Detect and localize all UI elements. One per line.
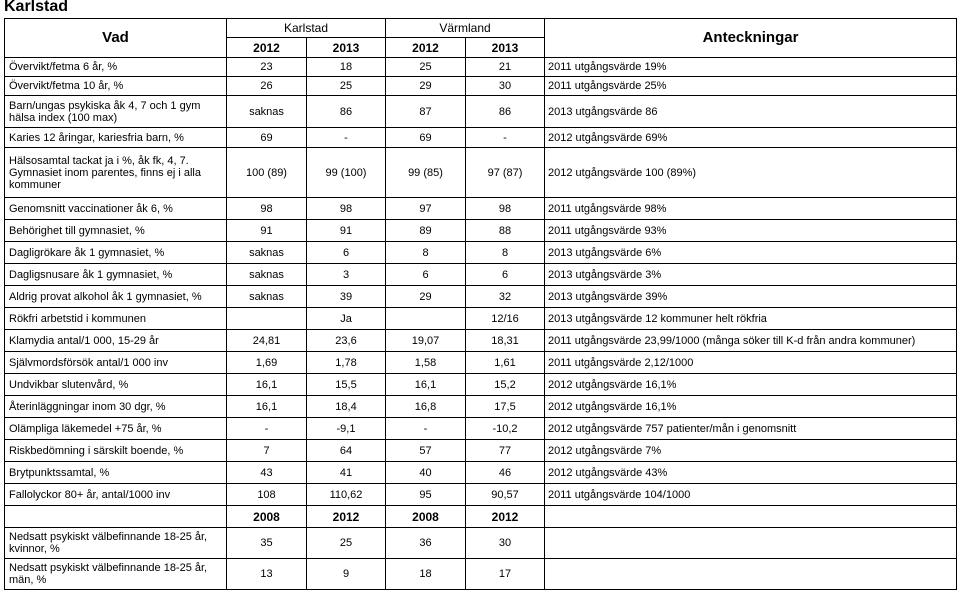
note-cell: 2011 utgångsvärde 19% — [545, 58, 957, 77]
value-cell: 1,61 — [466, 352, 545, 374]
note-cell — [545, 559, 957, 590]
row-label: Undvikbar slutenvård, % — [5, 374, 227, 396]
column-header-vad: Vad — [5, 19, 227, 58]
sub-year-header-row — [5, 506, 957, 528]
value-cell: saknas — [227, 264, 307, 286]
table-row — [5, 148, 957, 198]
value-cell: 6 — [307, 242, 386, 264]
value-cell: 25 — [386, 58, 466, 77]
header-row — [5, 19, 957, 38]
note-cell: 2013 utgångsvärde 39% — [545, 286, 957, 308]
table-row — [5, 264, 957, 286]
row-label: Olämpliga läkemedel +75 år, % — [5, 418, 227, 440]
row-label: Dagligrökare åk 1 gymnasiet, % — [5, 242, 227, 264]
value-cell: 95 — [386, 484, 466, 506]
value-cell: 17 — [466, 559, 545, 590]
table-row — [5, 198, 957, 220]
note-cell: 2012 utgångsvärde 16,1% — [545, 396, 957, 418]
table-row — [5, 396, 957, 418]
table-row — [5, 462, 957, 484]
row-label: Nedsatt psykiskt välbefinnande 18-25 år, män, % — [5, 559, 227, 590]
value-cell: 98 — [466, 198, 545, 220]
row-label: Karies 12 åringar, kariesfria barn, % — [5, 128, 227, 148]
note-cell: 2011 utgångsvärde 98% — [545, 198, 957, 220]
value-cell: 19,07 — [386, 330, 466, 352]
row-label: Övervikt/fetma 10 år, % — [5, 77, 227, 96]
value-cell: 1,78 — [307, 352, 386, 374]
table-row — [5, 330, 957, 352]
year-header: 2008 — [386, 506, 466, 528]
value-cell — [386, 308, 466, 330]
row-label: Fallolyckor 80+ år, antal/1000 inv — [5, 484, 227, 506]
value-cell: 69 — [386, 128, 466, 148]
value-cell: 16,8 — [386, 396, 466, 418]
table-row — [5, 484, 957, 506]
column-header-anteckningar: Anteckningar — [545, 19, 957, 58]
value-cell: 30 — [466, 528, 545, 559]
table-row — [5, 96, 957, 128]
value-cell: - — [307, 128, 386, 148]
empty-cell — [545, 506, 957, 528]
value-cell: 97 (87) — [466, 148, 545, 198]
value-cell: 21 — [466, 58, 545, 77]
table-row — [5, 128, 957, 148]
table-row — [5, 286, 957, 308]
table-row — [5, 220, 957, 242]
year-header: 2012 — [386, 38, 466, 58]
value-cell: 6 — [466, 264, 545, 286]
value-cell: 99 (100) — [307, 148, 386, 198]
note-cell: 2011 utgångsvärde 2,12/1000 — [545, 352, 957, 374]
row-label: Riskbedömning i särskilt boende, % — [5, 440, 227, 462]
value-cell: 8 — [466, 242, 545, 264]
year-header: 2012 — [227, 38, 307, 58]
note-cell: 2011 utgångsvärde 25% — [545, 77, 957, 96]
column-header-karlstad: Karlstad — [227, 19, 386, 38]
table-row — [5, 58, 957, 77]
year-header: 2013 — [466, 38, 545, 58]
row-label: Brytpunktssamtal, % — [5, 462, 227, 484]
value-cell: 15,2 — [466, 374, 545, 396]
value-cell: 29 — [386, 77, 466, 96]
value-cell: 24,81 — [227, 330, 307, 352]
row-label: Nedsatt psykiskt välbefinnande 18-25 år, kvinnor, % — [5, 528, 227, 559]
note-cell: 2011 utgångsvärde 23,99/1000 (många söker till K-d från andra kommuner) — [545, 330, 957, 352]
row-label: Övervikt/fetma 6 år, % — [5, 58, 227, 77]
row-label: Dagligsnusare åk 1 gymnasiet, % — [5, 264, 227, 286]
value-cell: 77 — [466, 440, 545, 462]
value-cell: 98 — [227, 198, 307, 220]
value-cell: 46 — [466, 462, 545, 484]
value-cell: 40 — [386, 462, 466, 484]
value-cell: 25 — [307, 528, 386, 559]
note-cell — [545, 528, 957, 559]
value-cell: 36 — [386, 528, 466, 559]
value-cell: 100 (89) — [227, 148, 307, 198]
note-cell: 2012 utgångsvärde 43% — [545, 462, 957, 484]
value-cell: - — [227, 418, 307, 440]
value-cell: 15,5 — [307, 374, 386, 396]
value-cell: 57 — [386, 440, 466, 462]
value-cell: 18 — [386, 559, 466, 590]
table-row — [5, 352, 957, 374]
note-cell: 2012 utgångsvärde 69% — [545, 128, 957, 148]
value-cell: -10,2 — [466, 418, 545, 440]
value-cell: saknas — [227, 286, 307, 308]
note-cell: 2013 utgångsvärde 86 — [545, 96, 957, 128]
value-cell: 16,1 — [386, 374, 466, 396]
value-cell: 8 — [386, 242, 466, 264]
value-cell: 7 — [227, 440, 307, 462]
note-cell: 2013 utgångsvärde 3% — [545, 264, 957, 286]
value-cell: 98 — [307, 198, 386, 220]
value-cell: 87 — [386, 96, 466, 128]
value-cell: 91 — [227, 220, 307, 242]
value-cell: 86 — [466, 96, 545, 128]
row-label: Barn/ungas psykiska åk 4, 7 och 1 gym hälsa index (100 max) — [5, 96, 227, 128]
table-row — [5, 77, 957, 96]
row-label: Rökfri arbetstid i kommunen — [5, 308, 227, 330]
table-row — [5, 242, 957, 264]
value-cell: 86 — [307, 96, 386, 128]
value-cell: 32 — [466, 286, 545, 308]
value-cell: saknas — [227, 242, 307, 264]
indicator-table — [4, 18, 957, 590]
value-cell: 99 (85) — [386, 148, 466, 198]
value-cell: 64 — [307, 440, 386, 462]
value-cell: 16,1 — [227, 396, 307, 418]
value-cell: - — [386, 418, 466, 440]
value-cell: 35 — [227, 528, 307, 559]
note-cell: 2012 utgångsvärde 100 (89%) — [545, 148, 957, 198]
row-label: Självmordsförsök antal/1 000 inv — [5, 352, 227, 374]
value-cell: 12/16 — [466, 308, 545, 330]
note-cell: 2011 utgångsvärde 93% — [545, 220, 957, 242]
value-cell: 18,31 — [466, 330, 545, 352]
value-cell: 43 — [227, 462, 307, 484]
value-cell: 91 — [307, 220, 386, 242]
value-cell: 29 — [386, 286, 466, 308]
value-cell: 97 — [386, 198, 466, 220]
value-cell: 1,58 — [386, 352, 466, 374]
note-cell: 2012 utgångsvärde 757 patienter/mån i genomsnitt — [545, 418, 957, 440]
value-cell: 25 — [307, 77, 386, 96]
value-cell: 89 — [386, 220, 466, 242]
row-label: Genomsnitt vaccinationer åk 6, % — [5, 198, 227, 220]
value-cell: 9 — [307, 559, 386, 590]
value-cell: 41 — [307, 462, 386, 484]
value-cell: Ja — [307, 308, 386, 330]
value-cell: 3 — [307, 264, 386, 286]
value-cell: 13 — [227, 559, 307, 590]
value-cell: 6 — [386, 264, 466, 286]
row-label: Klamydia antal/1 000, 15-29 år — [5, 330, 227, 352]
note-cell: 2012 utgångsvärde 16,1% — [545, 374, 957, 396]
note-cell: 2012 utgångsvärde 7% — [545, 440, 957, 462]
table-row — [5, 308, 957, 330]
value-cell: 16,1 — [227, 374, 307, 396]
note-cell: 2013 utgångsvärde 12 kommuner helt rökfria — [545, 308, 957, 330]
value-cell: - — [466, 128, 545, 148]
value-cell: 18,4 — [307, 396, 386, 418]
row-label: Behörighet till gymnasiet, % — [5, 220, 227, 242]
value-cell: 30 — [466, 77, 545, 96]
value-cell: 23 — [227, 58, 307, 77]
empty-cell — [5, 506, 227, 528]
row-label: Aldrig provat alkohol åk 1 gymnasiet, % — [5, 286, 227, 308]
table-row — [5, 440, 957, 462]
value-cell: 90,57 — [466, 484, 545, 506]
value-cell — [227, 308, 307, 330]
column-header-varmland: Värmland — [386, 19, 545, 38]
page-title: Karlstad — [4, 0, 69, 15]
note-cell: 2013 utgångsvärde 6% — [545, 242, 957, 264]
value-cell: 110,62 — [307, 484, 386, 506]
value-cell: 69 — [227, 128, 307, 148]
table-row — [5, 374, 957, 396]
value-cell: 18 — [307, 58, 386, 77]
value-cell: 39 — [307, 286, 386, 308]
year-header: 2012 — [307, 506, 386, 528]
table-row — [5, 528, 957, 559]
table-row — [5, 559, 957, 590]
year-header: 2012 — [466, 506, 545, 528]
value-cell: -9,1 — [307, 418, 386, 440]
value-cell: 17,5 — [466, 396, 545, 418]
value-cell: 88 — [466, 220, 545, 242]
year-header: 2008 — [227, 506, 307, 528]
value-cell: 1,69 — [227, 352, 307, 374]
row-label: Hälsosamtal tackat ja i %, åk fk, 4, 7. Gymnasiet inom parentes, finns ej i alla kommuner — [5, 148, 227, 198]
year-header: 2013 — [307, 38, 386, 58]
value-cell: saknas — [227, 96, 307, 128]
value-cell: 108 — [227, 484, 307, 506]
note-cell: 2011 utgångsvärde 104/1000 — [545, 484, 957, 506]
row-label: Återinläggningar inom 30 dgr, % — [5, 396, 227, 418]
table-row — [5, 418, 957, 440]
value-cell: 23,6 — [307, 330, 386, 352]
value-cell: 26 — [227, 77, 307, 96]
